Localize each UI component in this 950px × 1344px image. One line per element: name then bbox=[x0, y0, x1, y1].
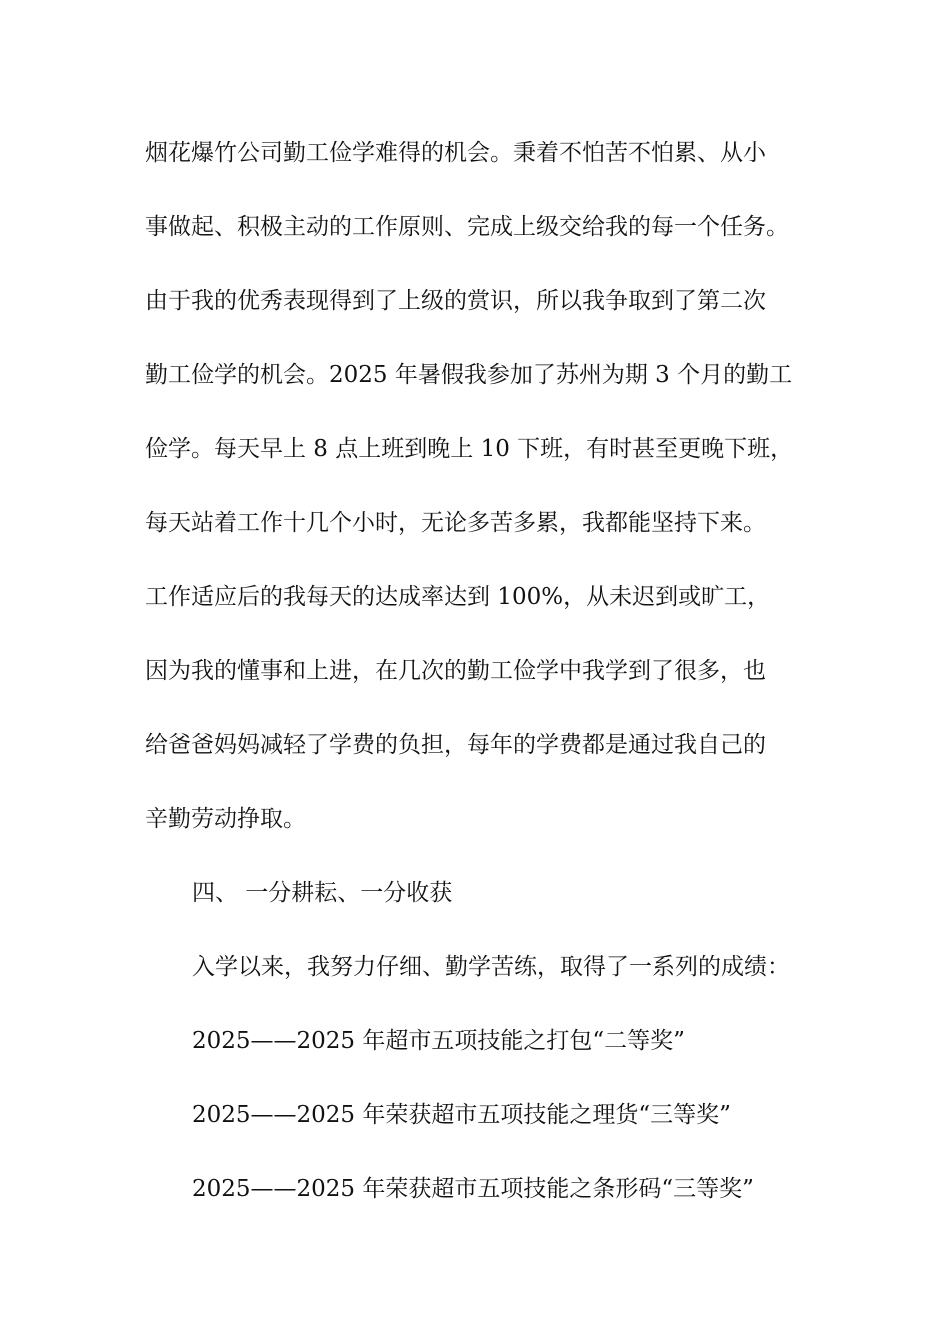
body-line-1: 烟花爆竹公司勤工俭学难得的机会。秉着不怕苦不怕累、从小 bbox=[145, 140, 766, 166]
body-line-3: 由于我的优秀表现得到了上级的赏识，所以我争取到了第二次 bbox=[145, 288, 766, 314]
award-item-2: 2025——2025 年荣获超市五项技能之理货“三等奖” bbox=[192, 1102, 731, 1128]
body-line-8: 因为我的懂事和上进，在几次的勤工俭学中我学到了很多，也 bbox=[145, 658, 766, 684]
body-line-5: 俭学。每天早上 8 点上班到晚上 10 下班，有时甚至更晚下班， bbox=[145, 436, 794, 462]
award-item-3: 2025——2025 年荣获超市五项技能之条形码“三等奖” bbox=[192, 1176, 754, 1202]
section-heading: 四、 一分耕耘、一分收获 bbox=[192, 880, 453, 906]
body-line-2: 事做起、积极主动的工作原则、完成上级交给我的每一个任务。 bbox=[145, 214, 789, 240]
intro-line: 入学以来，我努力仔细、勤学苦练，取得了一系列的成绩： bbox=[192, 954, 790, 980]
body-line-9: 给爸爸妈妈减轻了学费的负担，每年的学费都是通过我自己的 bbox=[145, 732, 766, 758]
body-line-6: 每天站着工作十几个小时，无论多苦多累，我都能坚持下来。 bbox=[145, 510, 766, 536]
body-line-10: 辛勤劳动挣取。 bbox=[145, 806, 306, 832]
body-line-7: 工作适应后的我每天的达成率达到 100%，从未迟到或旷工， bbox=[145, 584, 771, 610]
award-item-1: 2025——2025 年超市五项技能之打包“二等奖” bbox=[192, 1028, 685, 1054]
body-line-4: 勤工俭学的机会。2025 年暑假我参加了苏州为期 3 个月的勤工 bbox=[145, 362, 793, 388]
